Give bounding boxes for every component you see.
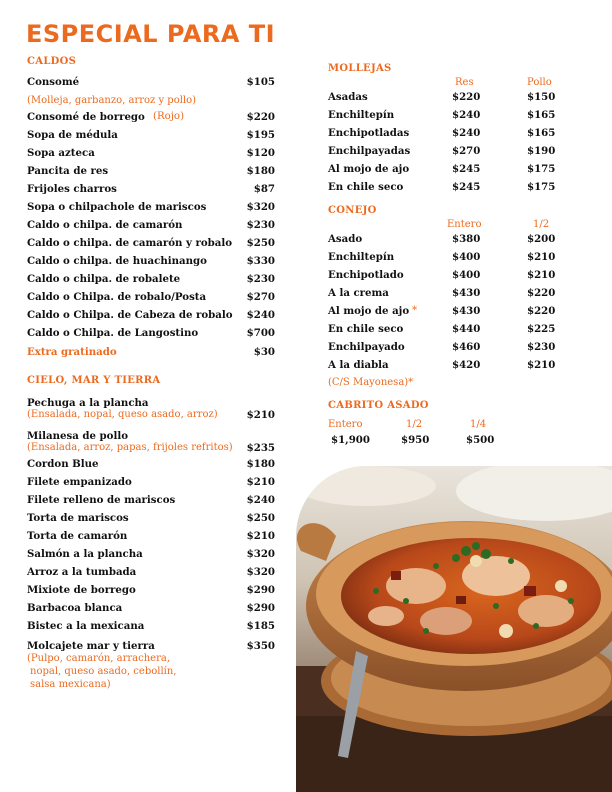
mollejas-col-pollo: Pollo (527, 77, 552, 88)
item-price: $87 (253, 183, 275, 195)
item-price: $320 (246, 548, 275, 560)
item-price: $240 (246, 494, 275, 506)
price-col1: $245 (452, 163, 481, 175)
item-price: $210 (246, 530, 275, 542)
description-line: salsa mexicana) (30, 679, 111, 690)
price-col1: $240 (452, 109, 481, 121)
item-name: Barbacoa blanca (27, 602, 123, 614)
price-col2: $150 (527, 91, 556, 103)
item-price: $180 (246, 165, 275, 177)
item-description: (Ensalada, arroz, papas, frijoles refritos) (27, 442, 233, 453)
price-col2: $220 (527, 305, 556, 317)
item-name: Asadas (328, 91, 368, 103)
item-name: Molcajete mar y tierra (27, 640, 155, 652)
item-price: $185 (246, 620, 275, 632)
item-name: Caldo o Chilpa. de Cabeza de robalo (27, 309, 233, 321)
price-col2: $230 (527, 341, 556, 353)
item-name: Arroz a la tumbada (27, 566, 137, 578)
description-line: (Pulpo, camarón, arrachera, (27, 653, 171, 664)
item-name: A la crema (328, 287, 389, 299)
item-name: Extra gratinado (27, 346, 117, 358)
item-name: Consomé (27, 76, 80, 88)
price-col1: $220 (452, 91, 481, 103)
price-col1: $240 (452, 127, 481, 139)
consome-note: (Molleja, garbanzo, arroz y pollo) (27, 95, 197, 106)
item-price: $105 (246, 76, 275, 88)
item-name: Enchipotlado (328, 269, 404, 281)
cabrito-col-entero: Entero (328, 419, 363, 430)
price-col2: $165 (527, 127, 556, 139)
item-price: $350 (246, 640, 275, 652)
price-col1: $420 (452, 359, 481, 371)
item-price: $235 (246, 442, 275, 454)
item-price: $250 (246, 237, 275, 249)
item-name: Caldo o Chilpa. de Langostino (27, 327, 199, 339)
price-col2: $175 (527, 163, 556, 175)
item-name: Sopa de médula (27, 129, 118, 141)
item-name: Salmón a la plancha (27, 548, 143, 560)
item-price: $230 (246, 273, 275, 285)
cabrito-heading: CABRITO ASADO (328, 400, 429, 411)
item-name: Al mojo de ajo (328, 163, 410, 175)
item-name: A la diabla (328, 359, 389, 371)
item-price: $195 (246, 129, 275, 141)
item-name: Torta de camarón (27, 530, 128, 542)
item-name: Enchiltepín (328, 251, 395, 263)
item-price: $210 (246, 409, 275, 421)
mollejas-heading: MOLLEJAS (328, 63, 392, 74)
item-price: $700 (246, 327, 275, 339)
price-col1: $460 (452, 341, 481, 353)
price-col1: $430 (452, 305, 481, 317)
item-price: $120 (246, 147, 275, 159)
cielo-heading: CIELO, MAR Y TIERRA (27, 375, 161, 386)
price-col1: $400 (452, 251, 481, 263)
cabrito-col-quarter: 1/4 (470, 419, 487, 430)
item-price: $180 (246, 458, 275, 470)
item-name: Mixiote de borrego (27, 584, 136, 596)
item-name: Bistec a la mexicana (27, 620, 145, 632)
price-col1: $380 (452, 233, 481, 245)
item-price: $290 (246, 584, 275, 596)
price-col2: $210 (527, 269, 556, 281)
caldos-heading: CALDOS (27, 56, 77, 67)
item-price: $330 (246, 255, 275, 267)
item-price: $210 (246, 476, 275, 488)
price-col1: $430 (452, 287, 481, 299)
price-col2: $200 (527, 233, 556, 245)
item-price: $230 (246, 219, 275, 231)
item-name: Sopa azteca (27, 147, 95, 159)
price-col2: $175 (527, 181, 556, 193)
item-price: $250 (246, 512, 275, 524)
item-name: Pechuga a la plancha (27, 397, 149, 409)
item-name: Torta de mariscos (27, 512, 129, 524)
cabrito-col-half: 1/2 (406, 419, 423, 430)
cabrito-price-quarter: $500 (466, 434, 495, 446)
price-col1: $245 (452, 181, 481, 193)
cabrito-price-half: $950 (401, 434, 430, 446)
item-name: En chile seco (328, 323, 404, 335)
item-price: $320 (246, 201, 275, 213)
conejo-footnote: (C/S Mayonesa)* (328, 377, 414, 388)
item-price: $30 (253, 346, 275, 358)
conejo-col-half: 1/2 (533, 219, 550, 230)
item-name: Milanesa de pollo (27, 430, 128, 442)
price-col2: $210 (527, 251, 556, 263)
price-col2: $165 (527, 109, 556, 121)
item-name: Caldo o chilpa. de camarón (27, 219, 183, 231)
item-name: Consomé de borrego (27, 111, 145, 123)
mollejas-col-res: Res (455, 77, 474, 88)
item-name: Pancita de res (27, 165, 109, 177)
item-name: Al mojo de ajo (328, 305, 410, 317)
item-name: Frijoles charros (27, 183, 117, 195)
conejo-col-entero: Entero (447, 219, 482, 230)
price-col2: $225 (527, 323, 556, 335)
item-name: Enchiltepín (328, 109, 395, 121)
item-name: Asado (328, 233, 363, 245)
item-note: (Rojo) (153, 111, 185, 122)
item-name: Caldo o chilpa. de huachinango (27, 255, 207, 267)
item-price: $220 (246, 111, 275, 123)
asterisk-mark: * (412, 305, 418, 316)
item-name: Cordon Blue (27, 458, 99, 470)
item-name: Filete empanizado (27, 476, 132, 488)
item-name: Filete relleno de mariscos (27, 494, 176, 506)
page-title: ESPECIAL PARA TI (26, 20, 276, 48)
item-description: (Ensalada, nopal, queso asado, arroz) (27, 409, 218, 420)
price-col2: $220 (527, 287, 556, 299)
item-name: Enchilpayado (328, 341, 405, 353)
item-price: $240 (246, 309, 275, 321)
item-price: $320 (246, 566, 275, 578)
item-name: En chile seco (328, 181, 404, 193)
cabrito-price-entero: $1,900 (331, 434, 370, 446)
price-col1: $270 (452, 145, 481, 157)
item-name: Caldo o chilpa. de robalete (27, 273, 181, 285)
item-name: Caldo o chilpa. de camarón y robalo (27, 237, 233, 249)
price-col1: $400 (452, 269, 481, 281)
item-name: Enchilpayadas (328, 145, 411, 157)
soup-bowl-photo (296, 466, 612, 792)
price-col2: $190 (527, 145, 556, 157)
item-name: Enchipotladas (328, 127, 410, 139)
description-line: nopal, queso asado, cebollín, (30, 666, 177, 677)
item-name: Caldo o Chilpa. de robalo/Posta (27, 291, 207, 303)
price-col2: $210 (527, 359, 556, 371)
item-price: $290 (246, 602, 275, 614)
item-name: Sopa o chilpachole de mariscos (27, 201, 207, 213)
conejo-heading: CONEJO (328, 205, 377, 216)
price-col1: $440 (452, 323, 481, 335)
item-price: $270 (246, 291, 275, 303)
